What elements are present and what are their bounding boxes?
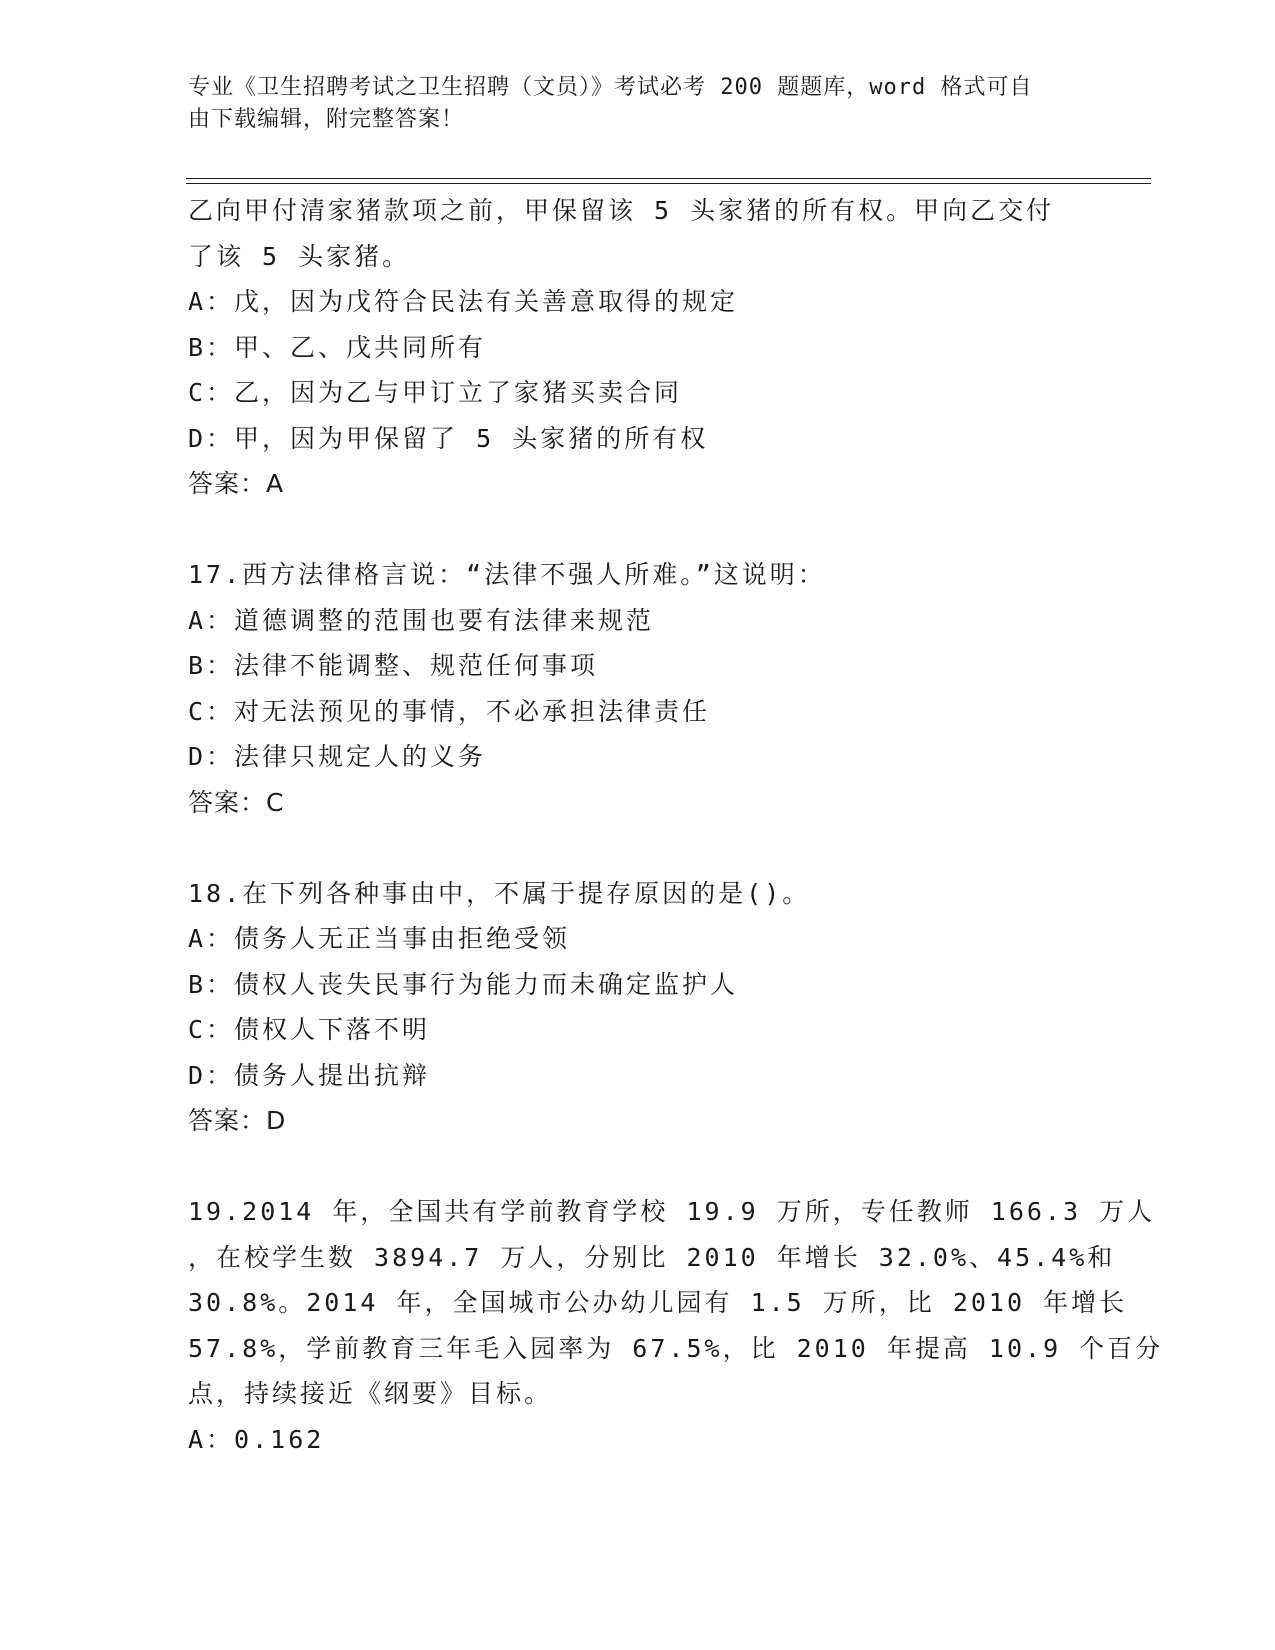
option-b: B：法律不能调整、规范任何事项 xyxy=(188,651,599,680)
question-stem-line: ，在校学生数 3894.7 万人，分别比 2010 年增长 32.0%、45.4%和 xyxy=(188,1242,1116,1272)
question-stem-line: 18.在下列各种事由中，不属于提存原因的是()。 xyxy=(188,878,811,908)
option-c: C：乙，因为乙与甲订立了家猪买卖合同 xyxy=(188,378,683,407)
spacer xyxy=(188,825,1088,871)
option-a: A：0.162 xyxy=(188,1424,325,1454)
question-18 xyxy=(188,871,1088,1144)
question-stem-line: 57.8%，学前教育三年毛入园率为 67.5%，比 2010 年提高 10.9 个百分 xyxy=(188,1333,1164,1363)
answer-line: 答案：C xyxy=(188,787,285,817)
option-d: D：债务人提出抗辩 xyxy=(188,1060,431,1090)
option-b: B：债权人丧失民事行为能力而未确定监护人 xyxy=(188,969,739,999)
question-stem-line: 乙向甲付清家猪款项之前，甲保留该 5 头家猪的所有权。甲向乙交付 xyxy=(188,196,1055,225)
question-17 xyxy=(188,552,1088,825)
option-c: C：债权人下落不明 xyxy=(188,1015,431,1044)
header-divider-bottom xyxy=(186,183,1151,184)
option-a: A：债务人无正当事由拒绝受领 xyxy=(188,924,571,953)
document-header xyxy=(188,72,1068,136)
header-line-1: 专业《卫生招聘考试之卫生招聘（文员）》考试必考 200 题题库，word 格式可自 xyxy=(188,75,1033,100)
question-stem-line: 了该 5 头家猪。 xyxy=(188,241,411,271)
option-d: D：甲，因为甲保留了 5 头家猪的所有权 xyxy=(188,423,709,453)
answer-line: 答案：A xyxy=(188,469,285,498)
question-16 xyxy=(188,188,1088,507)
header-line-2: 由下载编辑，附完整答案！ xyxy=(188,107,465,132)
question-19 xyxy=(188,1189,1164,1462)
option-a: A：道德调整的范围也要有法律来规范 xyxy=(188,605,655,635)
spacer xyxy=(188,1144,1088,1190)
question-content xyxy=(188,188,1164,1462)
answer-line: 答案：D xyxy=(188,1106,287,1135)
option-d: D：法律只规定人的义务 xyxy=(188,742,487,771)
question-stem-line: 17.西方法律格言说：“法律不强人所难。”这说明： xyxy=(188,560,826,589)
question-stem-line: 30.8%。2014 年，全国城市公办幼儿园有 1.5 万所，比 2010 年增长 xyxy=(188,1288,1128,1317)
spacer xyxy=(188,507,1088,553)
option-a: A：戊，因为戊符合民法有关善意取得的规定 xyxy=(188,287,739,316)
question-stem-line: 点，持续接近《纲要》目标。 xyxy=(188,1379,553,1408)
option-b: B：甲、乙、戊共同所有 xyxy=(188,332,487,362)
header-divider-top xyxy=(186,178,1151,179)
question-stem-line: 19.2014 年，全国共有学前教育学校 19.9 万所，专任教师 166.3 万人 xyxy=(188,1197,1156,1226)
option-c: C：对无法预见的事情，不必承担法律责任 xyxy=(188,696,711,726)
